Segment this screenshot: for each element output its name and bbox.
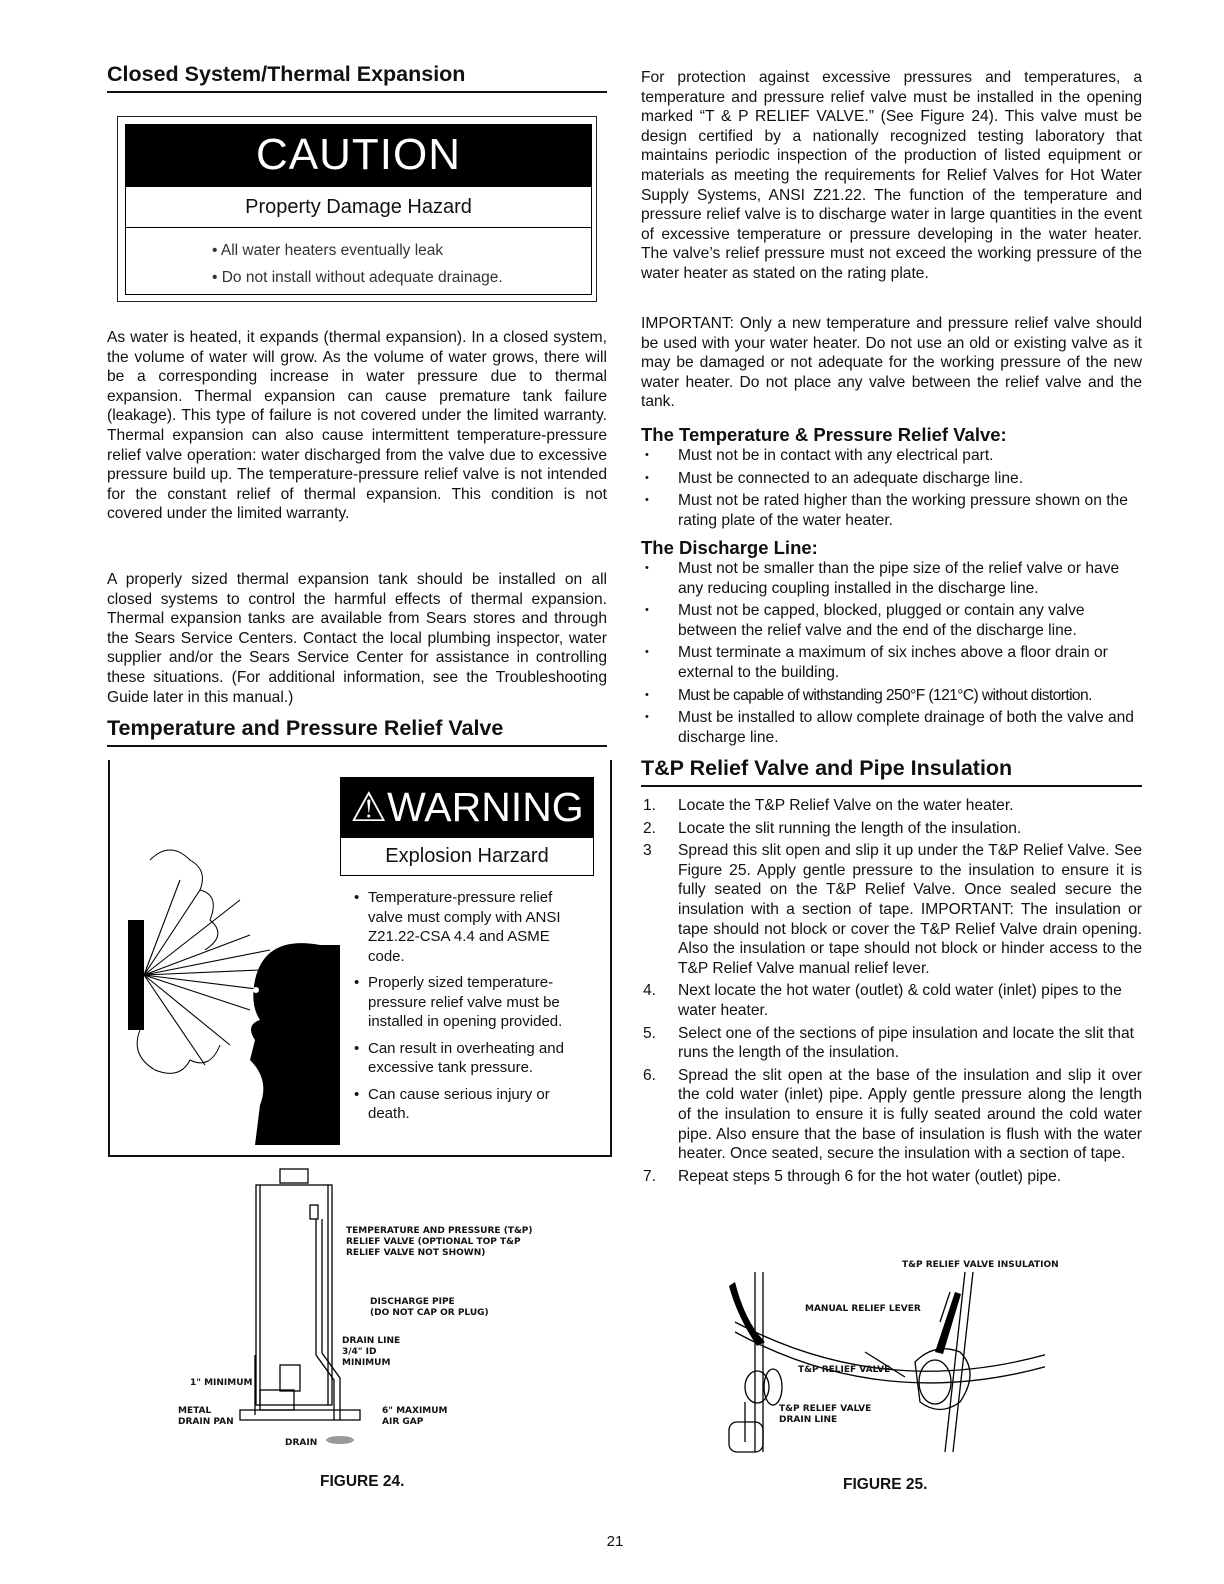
- list-item: • Must not be smaller than the pipe size of the relief valve or have any reducing coupling installed in the discharge line.: [641, 559, 1142, 598]
- insulation-steps: [641, 796, 1142, 1189]
- caution-banner: CAUTION: [125, 124, 592, 186]
- page-number: 21: [606, 1533, 624, 1550]
- warning-subtitle: Explosion Harzard: [340, 837, 594, 876]
- warning-bullet: • Properly sized temperature-pressure relief valve must be installed in opening provided.: [354, 973, 590, 1032]
- step-item: 3 Spread this slit open and slip it up under the T&P Relief Valve. See Figure 25. Apply gentle pressure to the insulation to ensure it is fully seated on the T&P Relief Valve. Once sealed secure the insulation with a section of tape. IMPORTANT: The insulation or tape should not block or cover the T&P Relief Valve drain opening. Also the insulation or tape should not block or hinder access to the T&P Relief Valve manual relief lever.: [643, 842, 1142, 977]
- left-column: [107, 62, 607, 93]
- label-minimum: 1" MINIMUM: [190, 1378, 253, 1388]
- label-tp-relief-valve: T&P RELIEF VALVE: [798, 1365, 891, 1375]
- list-item: • Must be installed to allow complete drainage of both the valve and discharge line.: [641, 708, 1142, 747]
- list-item: • Must not be in contact with any electrical part.: [641, 446, 1142, 466]
- label-drain-line: DRAIN LINE 3/4" ID MINIMUM: [342, 1336, 401, 1368]
- heading-discharge-line: The Discharge Line:: [641, 537, 818, 558]
- list-item: • Must not be capped, blocked, plugged or contain any valve between the relief valve and the end of the discharge line.: [641, 601, 1142, 640]
- caution-box: [117, 116, 597, 302]
- paragraph-expansion-tank: A properly sized thermal expansion tank should be installed on all closed systems to control the harmful effects of thermal expansion. Thermal expansion tanks are available from Sears stores and through the Sears Service Centers. Contact the local plumbing inspector, water supplier and/or the Sears Service Center for assistance in controlling these situations. (For additional information, see the Troubleshooting Guide later in this manual.): [107, 571, 607, 706]
- explosion-illustration: [120, 840, 340, 1150]
- list-item: • Must be connected to an adequate discharge line.: [641, 469, 1142, 489]
- warning-triangle-icon: ⚠: [350, 784, 388, 830]
- caution-bullet: • All water heaters eventually leak: [212, 242, 444, 259]
- label-drain: DRAIN: [285, 1438, 318, 1448]
- step-item: 5. Select one of the sections of pipe insulation and locate the slit that runs the length of the insulation.: [643, 1024, 1134, 1062]
- label-drain-line-25: T&P RELIEF VALVE DRAIN LINE: [779, 1404, 872, 1425]
- figure-25-caption: FIGURE 25.: [843, 1476, 928, 1493]
- label-metal-pan: METAL DRAIN PAN: [178, 1406, 234, 1427]
- step-item: 2. Locate the slit running the length of the insulation.: [643, 819, 1022, 837]
- label-manual-relief-lever: MANUAL RELIEF LEVER: [805, 1304, 921, 1314]
- caution-body: [125, 227, 592, 295]
- warning-banner: ⚠WARNING: [340, 777, 594, 837]
- step-item: 1. Locate the T&P Relief Valve on the water heater.: [643, 797, 1014, 814]
- label-insulation: T&P RELIEF VALVE INSULATION: [902, 1260, 1059, 1270]
- warning-bullet: • Temperature-pressure relief valve must comply with ANSI Z21.22-CSA 4.4 and ASME code.: [354, 888, 590, 966]
- figure-24-caption: FIGURE 24.: [320, 1473, 405, 1490]
- label-air-gap: 6" MAXIMUM AIR GAP: [382, 1406, 448, 1427]
- label-discharge-pipe: DISCHARGE PIPE (DO NOT CAP OR PLUG): [370, 1297, 489, 1318]
- label-tp-valve: TEMPERATURE AND PRESSURE (T&P) RELIEF VALVE (OPTIONAL TOP T&P RELIEF VALVE NOT SHOWN): [346, 1226, 533, 1258]
- paragraph-thermal-expansion: As water is heated, it expands (thermal expansion). In a closed system, the volume of water will grow. As the volume of water grows, there will be a corresponding increase in water pressure due to thermal expansion. Thermal expansion can cause premature tank failure (leakage). This type of failure is not covered under the limited warranty. Thermal expansion can also cause intermittent temperature-pressure relief valve operation: water discharged from the valve due to excessive pressure build up. The temperature-pressure relief valve is not intended for the constant relief of thermal expansion. This condition is not covered under the limited warranty.: [107, 329, 607, 523]
- warning-bullet: • Can cause serious injury or death.: [354, 1085, 590, 1124]
- section-title-closed-system: Closed System/Thermal Expansion: [107, 62, 607, 93]
- list-item: • Must be capable of withstanding 250°F (121°C) without distortion.: [641, 686, 1142, 706]
- caution-bullet: • Do not install without adequate drainage.: [212, 269, 503, 286]
- section-title-relief-valve: Temperature and Pressure Relief Valve: [107, 716, 607, 747]
- step-item: 7. Repeat steps 5 through 6 for the hot water (outlet) pipe.: [643, 1167, 1062, 1185]
- tp-valve-list: [641, 446, 1142, 533]
- caution-subtitle: Property Damage Hazard: [125, 186, 592, 228]
- step-item: 4. Next locate the hot water (outlet) & cold water (inlet) pipes to the water heater.: [643, 982, 1122, 1019]
- step-item: 6. Spread the slit open at the base of the insulation and slip it over the cold water (inlet) pipe. Apply gentle pressure along the length of the insulation to ensure it is fully seated around the cold water pipe. Also ensure that the base of insulation is flush with the water heater. Once seated, secure the insulation with a section of tape.: [643, 1066, 1142, 1163]
- paragraph-protection: For protection against excessive pressures and temperatures, a temperature and pressure relief valve must be installed in the opening marked “T & P RELIEF VALVE.” (See Figure 24). This valve must be design certified by a nationally recognized testing laboratory that maintains periodic inspection of the production of listed equipment or materials as meeting the requirements for Relief Valves for Hot Water Supply Systems, ANSI Z21.22. The function of the temperature and pressure relief valve is to discharge water in large quantities in the event of excessive temperature or pressure developing in the water heater. The valve’s relief pressure must not exceed the working pressure of the water heater as stated on the rating plate.: [641, 69, 1142, 282]
- section-title-insulation: T&P Relief Valve and Pipe Insulation: [641, 756, 1142, 787]
- warning-bullet: • Can result in overheating and excessive tank pressure.: [354, 1039, 590, 1078]
- warning-list: [354, 888, 590, 1131]
- discharge-line-list: [641, 559, 1142, 750]
- list-item: • Must terminate a maximum of six inches above a floor drain or external to the building.: [641, 643, 1142, 682]
- list-item: • Must not be rated higher than the working pressure shown on the rating plate of the water heater.: [641, 491, 1142, 530]
- paragraph-important: IMPORTANT: Only a new temperature and pressure relief valve should be used with your water heater. Do not use an old or existing valve as it may be damaged or not adequate for the working pressure of the new water heater. Do not place any valve between the relief valve and the tank.: [641, 315, 1142, 411]
- heading-tp-valve: The Temperature & Pressure Relief Valve:: [641, 424, 1007, 445]
